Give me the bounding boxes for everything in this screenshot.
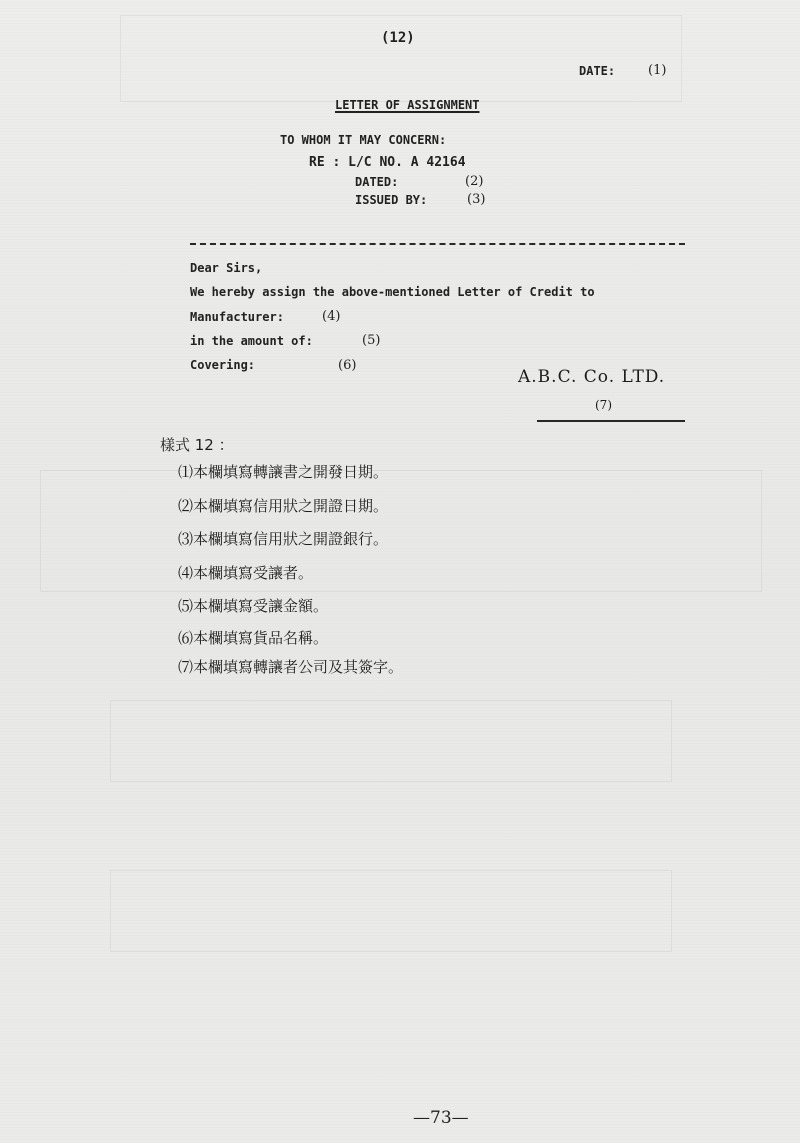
note-item: ⑶本欄填寫信用狀之開證銀行。 [178,530,389,548]
manufacturer-field-ref: (4) [322,309,341,324]
letter-title: LETTER OF ASSIGNMENT [335,98,480,112]
note-item: ⑹本欄填寫貨品名稱。 [178,629,329,647]
show-through-frame-mid [40,470,762,592]
date-field-ref: (1) [648,63,667,78]
show-through-frame-bottom [110,870,672,952]
note-item: ⑸本欄填寫受讓金額。 [178,597,329,615]
addressee-line: TO WHOM IT MAY CONCERN: [280,133,447,147]
issued-by-field-ref: (3) [467,192,486,207]
show-through-frame-top [120,15,682,102]
signature-field-ref: (7) [595,398,612,412]
show-through-frame-low [110,700,672,782]
assignment-sentence: We hereby assign the above-mentioned Letter of Credit to [190,285,595,299]
company-name: A.B.C. Co. LTD. [518,367,666,387]
note-item: ⑺本欄填寫轉讓者公司及其簽字。 [178,658,404,676]
signature-line [537,420,685,422]
dated-field-ref: (2) [465,174,484,189]
note-item: ⑷本欄填寫受讓者。 [178,564,314,582]
covering-field-ref: (6) [338,358,357,373]
amount-field-ref: (5) [362,333,381,348]
lc-reference-line: RE : L/C NO. A 42164 [309,155,466,170]
form-notes-heading: 樣式 12 ： [160,436,234,454]
salutation: Dear Sirs, [190,261,263,275]
covering-label: Covering: [190,358,256,372]
page-number: —73— [413,1108,469,1128]
dated-label: DATED: [355,175,399,189]
form-number-label: (12) [381,30,415,46]
issued-by-label: ISSUED BY: [355,193,428,207]
note-item: ⑵本欄填寫信用狀之開證日期。 [178,497,389,515]
amount-label: in the amount of: [190,334,313,348]
dashed-divider [190,243,685,245]
date-label: DATE: [579,64,616,78]
note-item: ⑴本欄填寫轉讓書之開發日期。 [178,463,389,481]
manufacturer-label: Manufacturer: [190,310,284,324]
